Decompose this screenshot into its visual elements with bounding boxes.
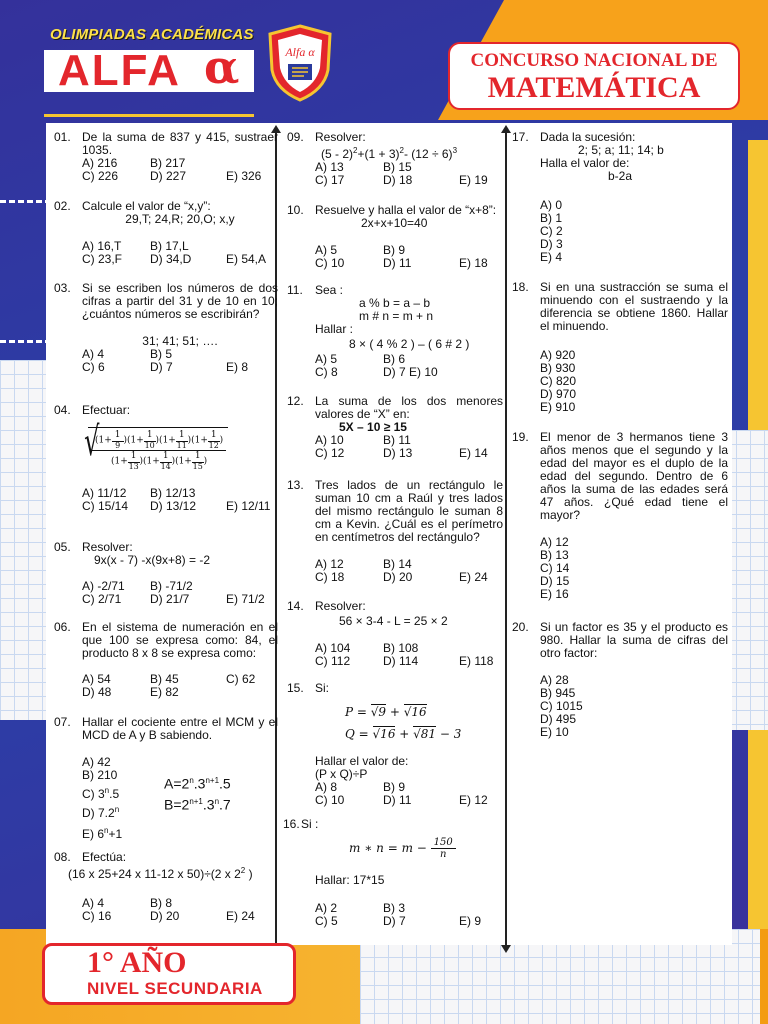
shield-logo-icon	[266, 24, 334, 102]
brand-alpha: α	[204, 40, 240, 94]
brand-logo	[44, 26, 254, 96]
answer-options: A) 12 B) 14 C) 18 D) 20 E) 24	[315, 557, 488, 584]
concurso-banner	[448, 42, 740, 110]
question-15: 15. Si: P = √9 + √16 Q = √16 + √81 − 3 Hallar el valor de: (P x Q)÷P A) 8 B) 9 C) 10 D) 11 E) 12	[287, 682, 503, 807]
grade-label: 1° AÑO	[87, 946, 187, 979]
question-14: 14. Resolver: 56 × 3-4 - L = 25 × 2 A) 104 B) 108 C) 112 D) 114 E) 118	[287, 600, 503, 668]
brand-name: ALFA	[58, 46, 181, 95]
answer-options: A) 11/12 B) 12/13 C) 15/14 D) 13/12 E) 12/11	[82, 486, 271, 513]
olimpiadas-label: OLIMPIADAS ACADÉMICAS	[50, 26, 254, 43]
answer-options: A) -2/71 B) -71/2 C) 2/71 D) 21/7 E) 71/2	[82, 579, 265, 606]
answer-options: A) 104 B) 108 C) 112 D) 114 E) 118	[315, 641, 494, 668]
question-06: 06. En el sistema de numeración en el que 100 se expresa como: 84, el producto 8 x 8 se expresa como: A) 54 B) 45 C) 62 D) 48 E) 82	[54, 620, 278, 699]
concurso-title-line1: CONCURSO NACIONAL DE	[470, 50, 718, 71]
question-20: 20. Si un factor es 35 y el producto es 980. Hallar la suma de cifras del otro factor: A) 28 B) 945 C) 1015 D) 495 E) 10	[512, 620, 728, 739]
question-16: 16. Si : m ∗ n = m − $\frac{150}{n}$ Hallar: 17*15 A) 2 B) 3 C) 5 D) 7 E) 9	[287, 818, 503, 928]
svg-text:Alfa α: Alfa α	[285, 45, 315, 59]
pq-definitions: P = √9 + √16 Q = √16 + √81 − 3	[345, 705, 462, 741]
answer-options: A) 4 B) 5 C) 6 D) 7 E) 8	[82, 347, 249, 374]
answer-options: A) 5 B) 9 C) 10 D) 11 E) 18	[315, 243, 488, 270]
brand-underline	[44, 114, 254, 117]
answer-options: A) 5 B) 6 C) 8 D) 7 E) 10	[315, 352, 438, 379]
level-label: NIVEL SECUNDARIA	[87, 979, 263, 998]
question-09: 09. Resolver: $(5 - 2)^2+(1 + 3)^2-$ $(12 \div 6)^3$ A) 13 B) 15 C) 17 D) 18 E) 19	[287, 131, 503, 187]
column-2	[283, 123, 503, 945]
question-02: 02. Calcule el valor de “x,y”: 29,T; 24,R; 20,O; x,y A) 16,T B) 17,L C) 23,F D) 34,D E) 54,A	[54, 200, 278, 266]
answer-options: A) 0 B) 1 C) 2 D) 3 E) 4	[540, 198, 563, 264]
star-definition: m ∗ n = m − $\frac{150}{n}$	[349, 837, 503, 860]
question-01: 01. De la suma de 837 y 415, sustraer 1035. A) 216 B) 217 C) 226 D) 227 E) 326	[54, 130, 278, 183]
question-19: 19. El menor de 3 hermanos tiene 3 años menos que el segundo y la edad del mayor es el duplo de la edad del segundo. Dentro de 6 años la suma de las edades será 47 años. ¿Qué edad tiene el mayor? A) 12 B) 13 C) 14 D) 15 E) 16	[512, 430, 728, 601]
answer-options: A) 10 B) 11 C) 12 D) 13 E) 14	[315, 433, 488, 460]
answer-options: A) 12 B) 13 C) 14 D) 15 E) 16	[540, 535, 570, 601]
question-18: 18. Si en una sustracción se suma el minuendo con el sustraendo y la diferencia se obtiene 1860. Hallar el minuendo. A) 920 B) 930 C) 820 D) 970 E) 910	[512, 280, 728, 414]
question-04: 04. Efectuar: √ (1+ $\frac{1}{9}$ )(1+ $\frac{1}{10}$ )(1+ $\frac{1}{11}$ )(1+ $\frac{1}{12}$ ) (1+ $\frac{1}{13}$ )(1+ $\frac{1}{14}$ )(1+ $\frac{1}{15}$ ) A) 11/12 B) 12/13 C) 15/14 D) 13/12 E) 12/11	[54, 404, 278, 513]
sqrt-expression: √ (1+ $\frac{1}{9}$ )(1+ $\frac{1}{10}$ )(1+ $\frac{1}{11}$ )(1+ $\frac{1}{12}$ ) (1+ $\frac{1}{13}$ )(1+ $\frac{1}{14}$ )(1+ $\frac{1}{15}$ )	[88, 427, 278, 471]
exam-sheet	[46, 123, 732, 945]
question-07: 07. Hallar el cociente entre el MCM y el MCD de A y B sabiendo. A) 42 B) 210 C) 3$^n$.5 D) 7.2$^n$ E) $6^n+1$ $A=2^n.3^{n+1}.5$ $B=2^{n+1}.3^n.7$	[54, 715, 278, 841]
answer-options: A) 42 B) 210 C) 3$^n$.5 D) 7.2$^n$ E) $6^n+1$ $A=2^n.3^{n+1}.5$ $B=2^{n+1}.3^n.7$	[82, 755, 231, 841]
question-05: 05. Resolver: 9x(x - 7) -x(9x+8) = -2 A) -2/71 B) -71/2 C) 2/71 D) 21/7 E) 71/2	[54, 541, 278, 606]
answer-options: A) 16,T B) 17,L C) 23,F D) 34,D E) 54,A	[82, 239, 267, 266]
mcm-definitions: $A=2^n.3^{n+1}.5$ $B=2^{n+1}.3^n.7$	[164, 775, 231, 813]
question-12: 12. La suma de los dos menores valores de “X” en: 5X – 10 ≥ 15 A) 10 B) 11 C) 12 D) 13 E) 14	[287, 394, 503, 460]
question-08: 08. Efectúa: (16 x 25+24 x 11-12 x 50)÷(2 x $2^2$ ) A) 4 B) 8 C) 16 D) 20 E) 24	[54, 851, 278, 923]
question-03: 03. Si se escriben los números de dos cifras a partir del 31 y de 10 en 10; ¿cuántos números se escribirán? 31; 41; 51; …. A) 4 B) 5 C) 6 D) 7 E) 8	[54, 281, 278, 374]
grade-badge	[42, 943, 296, 1005]
answer-options: A) 13 B) 15 C) 17 D) 18 E) 19	[315, 160, 488, 187]
answer-options: A) 4 B) 8 C) 16 D) 20 E) 24	[82, 896, 255, 923]
answer-options: A) 2 B) 3 C) 5 D) 7 E) 9	[315, 901, 482, 928]
answer-options: A) 216 B) 217 C) 226 D) 227 E) 326	[82, 156, 262, 183]
answer-options: A) 920 B) 930 C) 820 D) 970 E) 910	[540, 348, 577, 414]
concurso-title-line2: MATEMÁTICA	[487, 71, 701, 104]
question-10: 10. Resuelve y halla el valor de “x+8”: 2x+x+10=40 A) 5 B) 9 C) 10 D) 11 E) 18	[287, 204, 503, 270]
answer-options: A) 8 B) 9 C) 10 D) 11 E) 12	[315, 780, 488, 807]
answer-options: A) 28 B) 945 C) 1015 D) 495 E) 10	[540, 673, 583, 739]
column-3	[512, 123, 728, 945]
question-17: 17. Dada la sucesión: 2; 5; a; 11; 14; b Halla el valor de: b-2a A) 0 B) 1 C) 2 D) 3 E) 4	[512, 131, 728, 264]
question-11: 11. Sea : a % b = a – b m # n = m + n Hallar : 8 × ( 4 % 2 ) – ( 6 # 2 ) A) 5 B) 6 C) 8 D) 7 E) 10	[287, 284, 503, 379]
answer-options: A) 54 B) 45 C) 62 D) 48 E) 82	[82, 672, 256, 699]
question-13: 13. Tres lados de un rectángulo le suman 10 cm a Raúl y tres lados del mismo rectángulo le suman 8 cm a Kevin. ¿Cuál es el perímetro en centímetros del rectángulo? A) 12 B) 14 C) 18 D) 20 E) 24	[287, 478, 503, 584]
column-1	[54, 123, 278, 945]
